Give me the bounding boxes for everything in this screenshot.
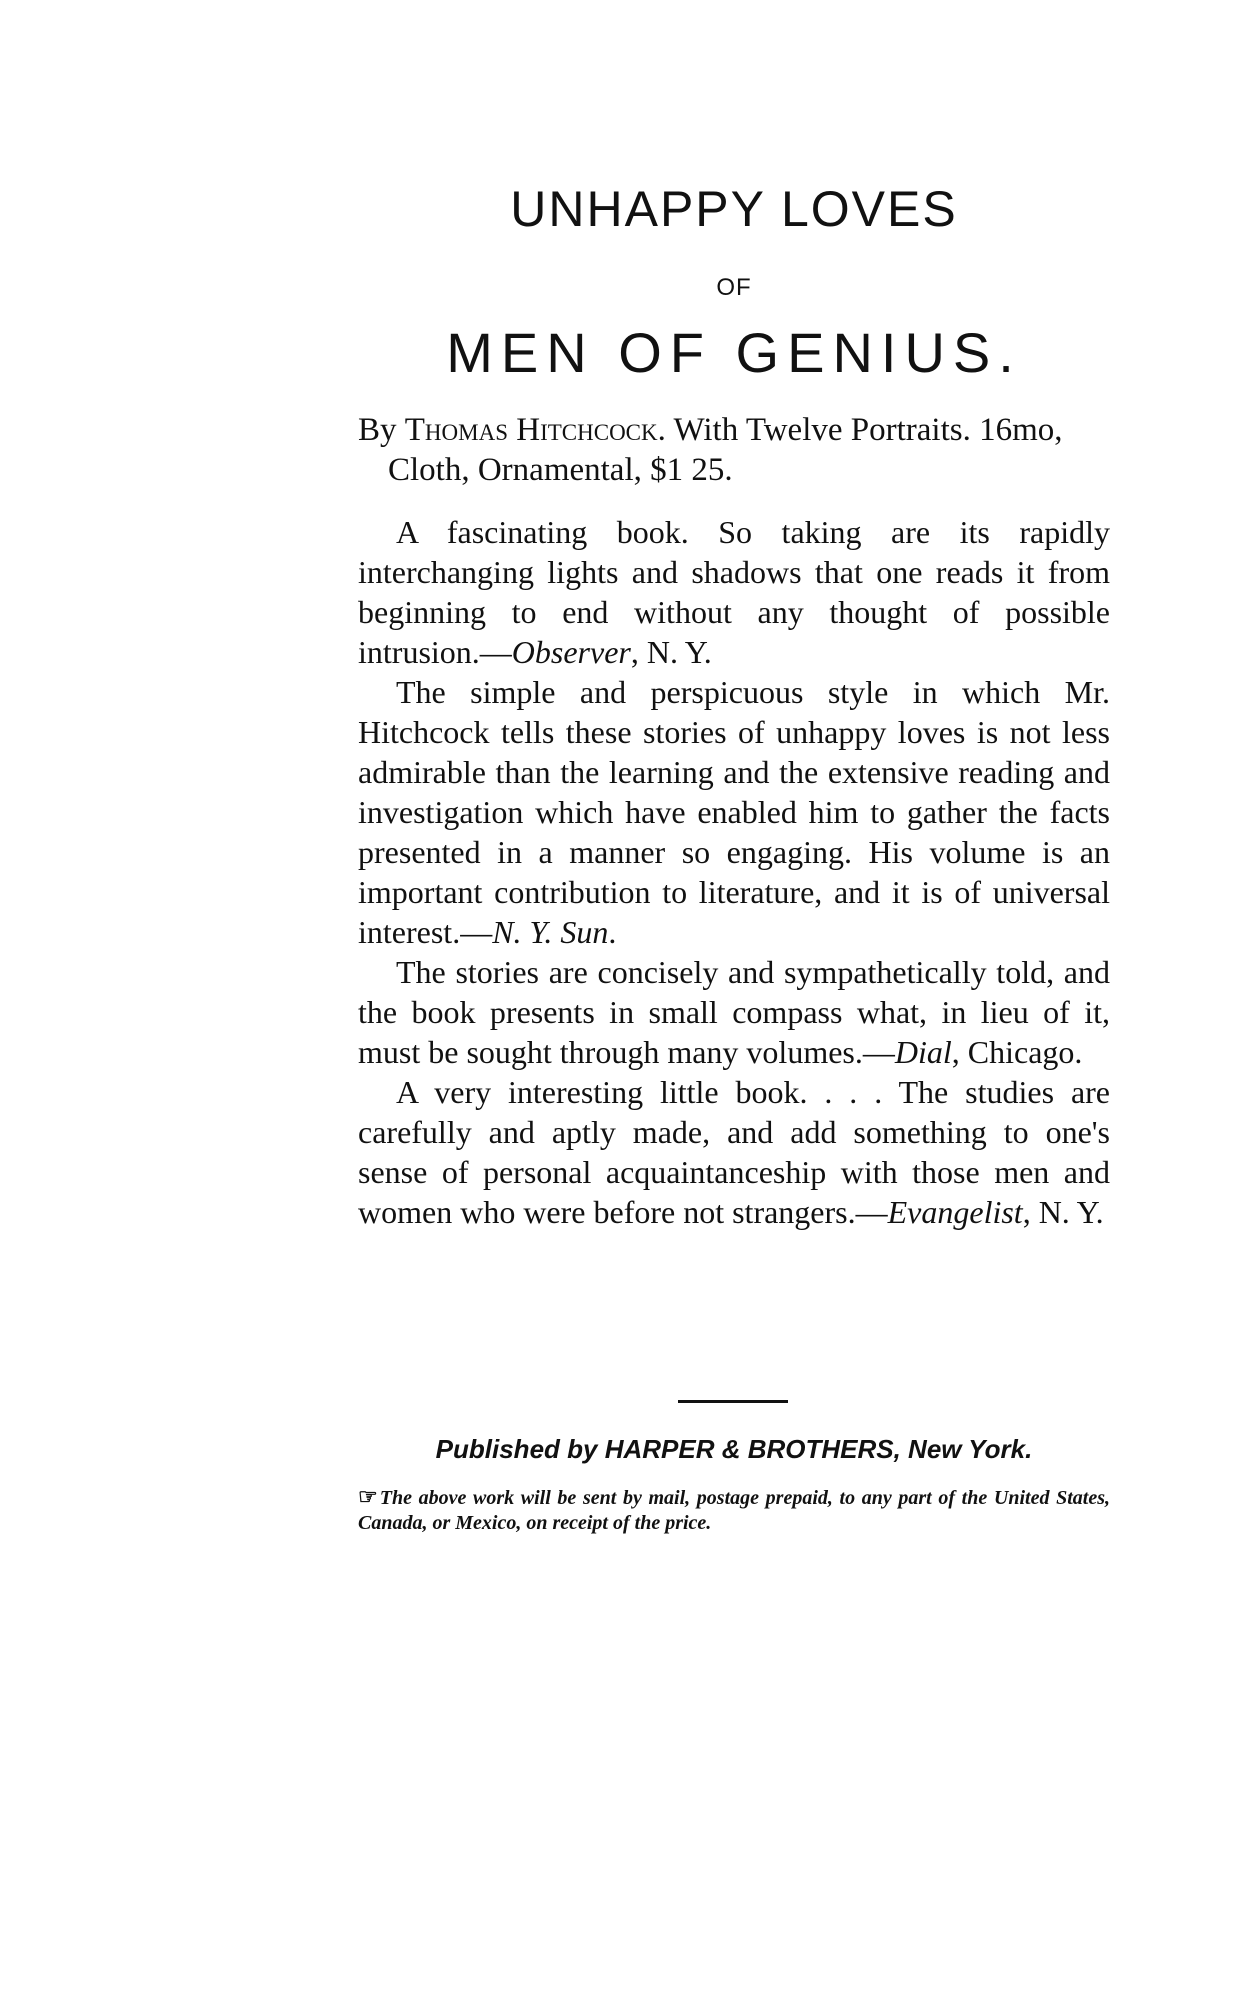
review-source: Observer (511, 634, 631, 670)
review-place: , N. Y. (1022, 1194, 1104, 1230)
review-text: The simple and perspicuous style in which Mr. Hitchcock tells these stories of unhappy loves is not less admirable than the learning and the extensive reading and investigation which have enabled him to gather the facts presented in a manner so engaging. His volume is an important contribution to literature, and it is of universal interest.— (358, 674, 1110, 950)
pointing-hand-icon: ☞ (358, 1484, 378, 1509)
review-paragraph (358, 512, 1110, 672)
review-text: A fascinating book. So taking are its rapidly interchanging lights and shadows that one reads it from beginning to end without any thought of possible intrusion.— (358, 514, 1110, 670)
title-line-1: UNHAPPY LOVES (510, 181, 958, 237)
mail-notice-text: The above work will be sent by mail, postage prepaid, to any part of the United States, Canada, or Mexico, on receipt of the price. (358, 1487, 1110, 1534)
review-source: Evangelist (887, 1194, 1023, 1230)
review-text: A very interesting little book. . . . The studies are carefully and aptly made, and add something to one's sense of personal acquaintanceship with those men and women who were before not strangers.— (358, 1074, 1110, 1230)
publisher-line: Published by HARPER & BROTHERS, New York. (435, 1434, 1033, 1464)
review-paragraph (358, 1072, 1110, 1232)
review-source: N. Y. Sun (492, 914, 609, 950)
review-place: . (608, 914, 617, 950)
divider-rule (678, 1400, 788, 1403)
review-place: , Chicago. (951, 1034, 1083, 1070)
title-of: OF (716, 274, 752, 301)
review-place: , N. Y. (630, 634, 712, 670)
review-paragraph (358, 672, 1110, 952)
byline-details: . With Twelve Portraits. 16mo, Cloth, Ornamental, $1 25. (388, 412, 1063, 488)
reviews (358, 512, 1110, 1232)
mail-notice (358, 1484, 1110, 1536)
byline-prefix: By (358, 412, 405, 448)
byline (358, 410, 1110, 490)
review-paragraph (358, 952, 1110, 1072)
review-source: Dial (894, 1034, 952, 1070)
author-name: Thomas Hitchcock (404, 412, 658, 448)
title-line-2: MEN OF GENIUS. (446, 321, 1022, 384)
review-text: The stories are concisely and sympathetically told, and the book presents in small compass what, in lieu of it, must be sought through many volumes.— (358, 954, 1110, 1070)
